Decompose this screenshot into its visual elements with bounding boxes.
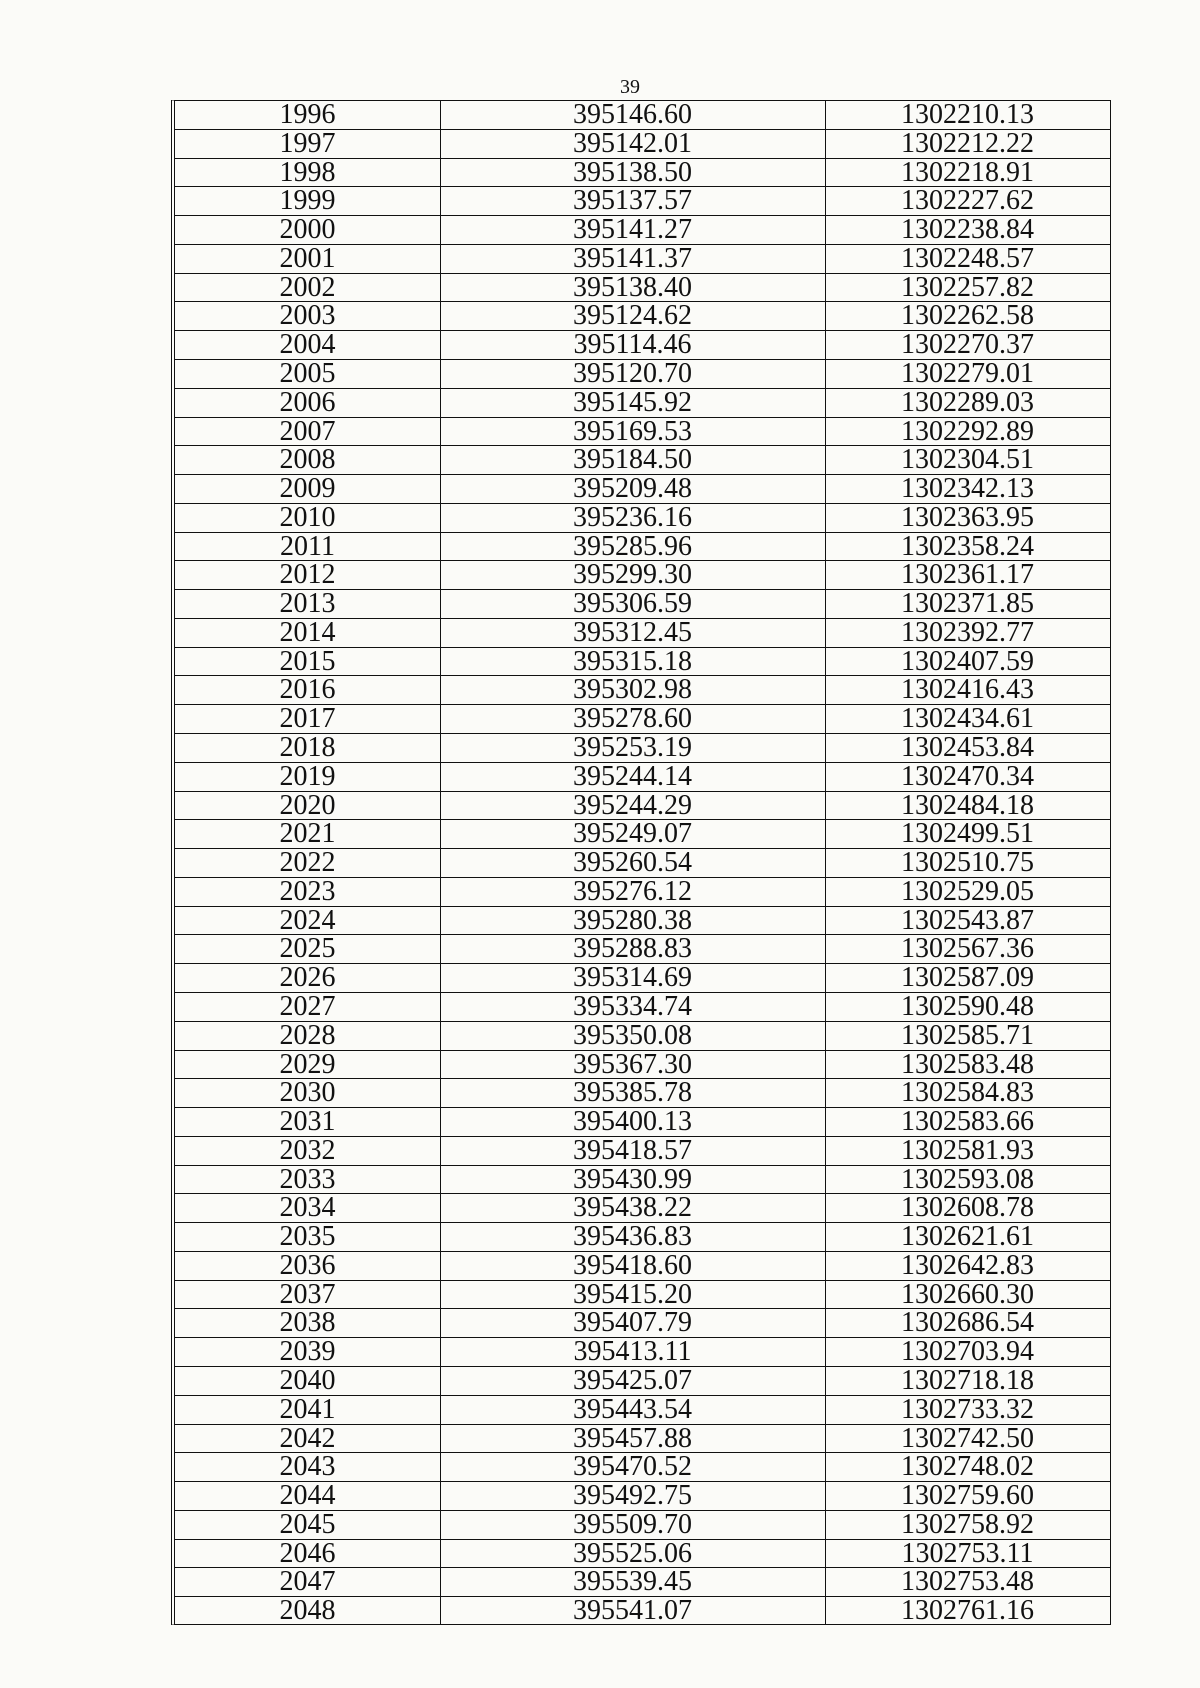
table-row — [175, 904, 1110, 936]
x-value-cell: 395457.88 — [573, 1422, 692, 1454]
year-cell: 2038 — [279, 1307, 336, 1339]
x-value-cell: 395314.69 — [573, 962, 692, 994]
table-row — [175, 475, 1110, 504]
y-value-cell: 1302590.48 — [901, 990, 1034, 1022]
year-cell: 2017 — [279, 703, 336, 735]
x-value-cell: 395302.98 — [573, 674, 692, 706]
y-value-cell: 1302212.22 — [901, 127, 1034, 159]
year-cell: 2021 — [279, 818, 336, 850]
year-cell: 2030 — [279, 1077, 336, 1109]
x-value-cell: 395425.07 — [573, 1365, 692, 1397]
year-cell: 2020 — [279, 789, 336, 821]
y-value-cell: 1302304.51 — [901, 444, 1034, 476]
x-value-cell: 395236.16 — [573, 501, 692, 533]
table-row — [175, 1249, 1110, 1281]
x-value-cell: 395142.01 — [573, 127, 692, 159]
x-value-cell: 395413.11 — [573, 1336, 692, 1368]
year-cell: 2004 — [279, 329, 336, 361]
table-row — [175, 1278, 1110, 1310]
year-cell: 2005 — [279, 357, 336, 389]
y-value-cell: 1302510.75 — [901, 847, 1034, 879]
table-row — [175, 1223, 1110, 1252]
x-value-cell: 395306.59 — [573, 588, 692, 620]
y-value-cell: 1302543.87 — [901, 904, 1034, 936]
table-row — [175, 530, 1110, 562]
table-row — [175, 561, 1110, 590]
y-value-cell: 1302499.51 — [901, 818, 1034, 850]
y-value-cell: 1302416.43 — [901, 674, 1034, 706]
table-row — [175, 1422, 1110, 1454]
x-value-cell: 395350.08 — [573, 1019, 692, 1051]
year-cell: 2033 — [279, 1163, 336, 1195]
table-row — [175, 1482, 1110, 1511]
year-cell: 2035 — [279, 1221, 336, 1253]
year-cell: 2019 — [279, 760, 336, 792]
year-cell: 2000 — [279, 214, 336, 246]
x-value-cell: 395169.53 — [573, 415, 692, 447]
year-cell: 1997 — [279, 127, 336, 159]
table-row — [175, 446, 1110, 475]
x-value-cell: 395280.38 — [573, 904, 692, 936]
x-value-cell: 395312.45 — [573, 616, 692, 648]
table-row — [175, 705, 1110, 734]
y-value-cell: 1302289.03 — [901, 386, 1034, 418]
table-row — [175, 357, 1110, 389]
table-row — [175, 1393, 1110, 1425]
y-value-cell: 1302742.50 — [901, 1422, 1034, 1454]
x-value-cell: 395525.06 — [573, 1537, 692, 1569]
x-value-cell: 395276.12 — [573, 875, 692, 907]
x-value-cell: 395137.57 — [573, 185, 692, 217]
x-value-cell: 395184.50 — [573, 444, 692, 476]
year-cell: 2009 — [279, 473, 336, 505]
x-value-cell: 395367.30 — [573, 1048, 692, 1080]
year-cell: 2047 — [279, 1566, 336, 1598]
y-value-cell: 1302238.84 — [901, 214, 1034, 246]
y-value-cell: 1302342.13 — [901, 473, 1034, 505]
x-value-cell: 395385.78 — [573, 1077, 692, 1109]
y-value-cell: 1302583.66 — [901, 1106, 1034, 1138]
y-value-cell: 1302660.30 — [901, 1278, 1034, 1310]
x-value-cell: 395407.79 — [573, 1307, 692, 1339]
x-value-cell: 395443.54 — [573, 1393, 692, 1425]
y-value-cell: 1302753.48 — [901, 1566, 1034, 1598]
year-cell: 2013 — [279, 588, 336, 620]
table-row — [175, 849, 1110, 878]
table-row — [175, 101, 1110, 130]
year-cell: 2022 — [279, 847, 336, 879]
x-value-cell: 395415.20 — [573, 1278, 692, 1310]
year-cell: 2031 — [279, 1106, 336, 1138]
table-row — [175, 242, 1110, 274]
year-cell: 2042 — [279, 1422, 336, 1454]
y-value-cell: 1302407.59 — [901, 645, 1034, 677]
table-row — [175, 990, 1110, 1022]
y-value-cell: 1302608.78 — [901, 1192, 1034, 1224]
x-value-cell: 395253.19 — [573, 732, 692, 764]
x-value-cell: 395430.99 — [573, 1163, 692, 1195]
table-row — [175, 156, 1110, 188]
table-row — [175, 760, 1110, 792]
year-cell: 2048 — [279, 1595, 336, 1627]
year-cell: 2039 — [279, 1336, 336, 1368]
table-row — [175, 1108, 1110, 1137]
y-value-cell: 1302210.13 — [901, 99, 1034, 130]
table-row — [175, 616, 1110, 648]
table-row — [175, 1367, 1110, 1396]
year-cell: 2015 — [279, 645, 336, 677]
x-value-cell: 395288.83 — [573, 933, 692, 965]
x-value-cell: 395249.07 — [573, 818, 692, 850]
y-value-cell: 1302733.32 — [901, 1393, 1034, 1425]
year-cell: 2034 — [279, 1192, 336, 1224]
y-value-cell: 1302686.54 — [901, 1307, 1034, 1339]
x-value-cell: 395244.14 — [573, 760, 692, 792]
table-row — [175, 1048, 1110, 1080]
table-row — [175, 964, 1110, 993]
x-value-cell: 395299.30 — [573, 559, 692, 591]
table-row — [175, 187, 1110, 216]
year-cell: 1999 — [279, 185, 336, 217]
page-number: 39 — [620, 76, 640, 98]
table-row — [175, 1537, 1110, 1569]
year-cell: 2032 — [279, 1134, 336, 1166]
x-value-cell: 395244.29 — [573, 789, 692, 821]
year-cell: 2037 — [279, 1278, 336, 1310]
y-value-cell: 1302279.01 — [901, 357, 1034, 389]
year-cell: 2016 — [279, 674, 336, 706]
y-value-cell: 1302218.91 — [901, 156, 1034, 188]
table-row — [175, 331, 1110, 360]
x-value-cell: 395146.60 — [573, 99, 692, 130]
table-row — [175, 1508, 1110, 1540]
year-cell: 2010 — [279, 501, 336, 533]
y-value-cell: 1302529.05 — [901, 875, 1034, 907]
x-value-cell: 395436.83 — [573, 1221, 692, 1253]
x-value-cell: 395470.52 — [573, 1451, 692, 1483]
year-cell: 2044 — [279, 1480, 336, 1512]
year-cell: 2046 — [279, 1537, 336, 1569]
x-value-cell: 395438.22 — [573, 1192, 692, 1224]
y-value-cell: 1302759.60 — [901, 1480, 1034, 1512]
year-cell: 2011 — [280, 530, 335, 562]
y-value-cell: 1302748.02 — [901, 1451, 1034, 1483]
x-value-cell: 395285.96 — [573, 530, 692, 562]
year-cell: 1998 — [279, 156, 336, 188]
year-cell: 2003 — [279, 300, 336, 332]
table-row — [175, 386, 1110, 418]
year-cell: 2026 — [279, 962, 336, 994]
table-row — [175, 216, 1110, 245]
table-row — [175, 875, 1110, 907]
table-row — [175, 1194, 1110, 1223]
x-value-cell: 395334.74 — [573, 990, 692, 1022]
year-cell: 2024 — [279, 904, 336, 936]
table-row — [175, 1134, 1110, 1166]
table-row — [175, 1019, 1110, 1051]
y-value-cell: 1302363.95 — [901, 501, 1034, 533]
x-value-cell: 395138.50 — [573, 156, 692, 188]
x-value-cell: 395541.07 — [573, 1595, 692, 1627]
table-row — [175, 820, 1110, 849]
x-value-cell: 395138.40 — [573, 271, 692, 303]
table-row — [175, 1079, 1110, 1108]
table-row — [175, 789, 1110, 821]
year-cell: 2043 — [279, 1451, 336, 1483]
y-value-cell: 1302270.37 — [901, 329, 1034, 361]
table-row — [175, 501, 1110, 533]
year-cell: 2028 — [279, 1019, 336, 1051]
y-value-cell: 1302621.61 — [901, 1221, 1034, 1253]
table-row — [175, 1597, 1110, 1626]
year-cell: 2027 — [279, 990, 336, 1022]
y-value-cell: 1302753.11 — [901, 1537, 1034, 1569]
y-value-cell: 1302392.77 — [901, 616, 1034, 648]
x-value-cell: 395418.60 — [573, 1249, 692, 1281]
y-value-cell: 1302581.93 — [901, 1134, 1034, 1166]
table-row — [175, 127, 1110, 159]
table-row — [175, 645, 1110, 677]
y-value-cell: 1302567.36 — [901, 933, 1034, 965]
y-value-cell: 1302292.89 — [901, 415, 1034, 447]
table-row — [175, 1453, 1110, 1482]
y-value-cell: 1302593.08 — [901, 1163, 1034, 1195]
x-value-cell: 395124.62 — [573, 300, 692, 332]
year-cell: 2045 — [279, 1508, 336, 1540]
year-cell: 2036 — [279, 1249, 336, 1281]
y-value-cell: 1302703.94 — [901, 1336, 1034, 1368]
table-row — [175, 302, 1110, 331]
year-cell: 2025 — [279, 933, 336, 965]
y-value-cell: 1302583.48 — [901, 1048, 1034, 1080]
y-value-cell: 1302361.17 — [901, 559, 1034, 591]
y-value-cell: 1302434.61 — [901, 703, 1034, 735]
x-value-cell: 395141.37 — [573, 242, 692, 274]
table-row — [175, 271, 1110, 303]
y-value-cell: 1302248.57 — [901, 242, 1034, 274]
table-row — [175, 1163, 1110, 1195]
x-value-cell: 395539.45 — [573, 1566, 692, 1598]
x-value-cell: 395400.13 — [573, 1106, 692, 1138]
y-value-cell: 1302484.18 — [901, 789, 1034, 821]
y-value-cell: 1302227.62 — [901, 185, 1034, 217]
y-value-cell: 1302371.85 — [901, 588, 1034, 620]
year-cell: 2002 — [279, 271, 336, 303]
x-value-cell: 395418.57 — [573, 1134, 692, 1166]
x-value-cell: 395315.18 — [573, 645, 692, 677]
year-cell: 2008 — [279, 444, 336, 476]
table-row — [175, 1568, 1110, 1597]
table-row — [175, 1309, 1110, 1338]
year-cell: 2023 — [279, 875, 336, 907]
x-value-cell: 395209.48 — [573, 473, 692, 505]
year-cell: 2001 — [279, 242, 336, 274]
year-cell: 2040 — [279, 1365, 336, 1397]
table-row — [175, 415, 1110, 447]
data-table — [171, 100, 1111, 1625]
year-cell: 2041 — [279, 1393, 336, 1425]
year-cell: 2006 — [279, 386, 336, 418]
y-value-cell: 1302585.71 — [901, 1019, 1034, 1051]
x-value-cell: 395492.75 — [573, 1480, 692, 1512]
table-row — [175, 676, 1110, 705]
y-value-cell: 1302358.24 — [901, 530, 1034, 562]
year-cell: 2018 — [279, 732, 336, 764]
year-cell: 1996 — [279, 99, 336, 130]
year-cell: 2012 — [279, 559, 336, 591]
y-value-cell: 1302453.84 — [901, 732, 1034, 764]
y-value-cell: 1302470.34 — [901, 760, 1034, 792]
year-cell: 2029 — [279, 1048, 336, 1080]
y-value-cell: 1302262.58 — [901, 300, 1034, 332]
y-value-cell: 1302718.18 — [901, 1365, 1034, 1397]
table-row — [175, 935, 1110, 964]
y-value-cell: 1302584.83 — [901, 1077, 1034, 1109]
table-row — [175, 734, 1110, 763]
x-value-cell: 395120.70 — [573, 357, 692, 389]
x-value-cell: 395509.70 — [573, 1508, 692, 1540]
year-cell: 2007 — [279, 415, 336, 447]
x-value-cell: 395141.27 — [573, 214, 692, 246]
table-row — [175, 1338, 1110, 1367]
y-value-cell: 1302758.92 — [901, 1508, 1034, 1540]
x-value-cell: 395260.54 — [573, 847, 692, 879]
table-row — [175, 590, 1110, 619]
x-value-cell: 395278.60 — [573, 703, 692, 735]
y-value-cell: 1302587.09 — [901, 962, 1034, 994]
x-value-cell: 395145.92 — [573, 386, 692, 418]
y-value-cell: 1302642.83 — [901, 1249, 1034, 1281]
y-value-cell: 1302257.82 — [901, 271, 1034, 303]
y-value-cell: 1302761.16 — [901, 1595, 1034, 1627]
x-value-cell: 395114.46 — [573, 329, 692, 361]
year-cell: 2014 — [279, 616, 336, 648]
